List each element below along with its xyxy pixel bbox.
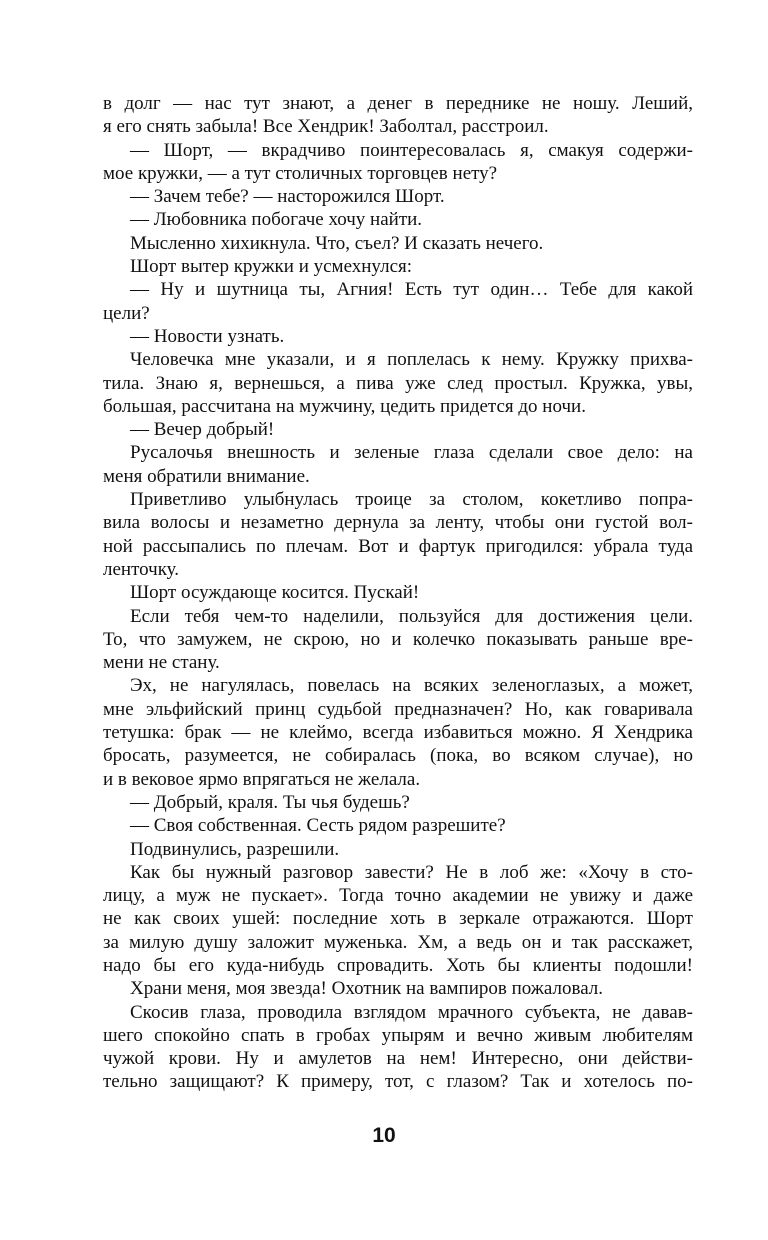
text-line: — Новости узнать. [130,325,285,347]
text-line: мени не стану. [103,652,220,674]
text-line: — Добрый, краля. Ты чья будешь? [130,791,410,813]
text-line: ленточку. [103,558,180,580]
text-line: — Своя собственная. Сесть рядом разрешите? [130,815,506,837]
text-line: чужой крови. Ну и амулетов на нем! Интересно, они действи- [103,1048,693,1070]
text-line: ной рассыпались по плечам. Вот и фартук пригодился: убрала туда [103,535,693,557]
text-line: надо бы его куда-нибудь спровадить. Хоть бы клиенты подошли! [103,954,693,976]
text-line: я его снять забыла! Все Хендрик! Заболтал, расстроил. [103,116,549,138]
text-line: Эх, не нагулялась, повелась на всяких зеленоглазых, а может, [130,675,693,697]
text-line: вила волосы и незаметно дернула за ленту, чтобы они густой вол- [103,512,693,534]
text-line: тила. Знаю я, вернешься, а пива уже след простыл. Кружка, увы, [103,372,693,394]
page-number: 10 [372,1124,396,1147]
book-page-text [103,92,693,1094]
text-line: Если тебя чем-то наделили, пользуйся для достижения цели. [130,605,693,627]
text-line: То, что замужем, не скрою, но и колечко показывать раньше вре- [103,628,693,650]
text-line: Человечка мне указали, и я поплелась к нему. Кружку прихва- [130,349,693,371]
text-line: Храни меня, моя звезда! Охотник на вампиров пожаловал. [130,978,604,1000]
text-line: Шорт осуждающе косится. Пускай! [130,582,420,604]
text-line: лицу, а муж не пускает». Тогда точно академии не увижу и даже [103,885,693,907]
text-line: — Вечер добрый! [130,419,275,441]
text-line: — Ну и шутница ты, Агния! Есть тут один… Тебе для какой [130,279,693,301]
text-line: большая, рассчитана на мужчину, цедить придется до ночи. [103,395,586,417]
text-line: бросать, разумеется, не собиралась (пока, во всяком случае), но [103,745,693,767]
text-line: цели? [103,302,150,324]
text-line: и в вековое ярмо впрягаться не желала. [103,768,421,790]
text-line: тельно защищают? К примеру, тот, с глазом? Так и хотелось по- [103,1071,693,1093]
text-line: Подвинулись, разрешили. [130,838,340,860]
text-line: — Шорт, — вкрадчиво поинтересовалась я, смакуя содержи- [130,139,693,161]
text-line: — Зачем тебе? — насторожился Шорт. [130,186,445,208]
text-line: шего спокойно спать в гробах упырям и вечно живым любителям [103,1024,693,1046]
text-line: не как своих ушей: последние хоть в зеркале отражаются. Шорт [103,908,693,930]
text-line: Скосив глаза, проводила взглядом мрачного субъекта, не давав- [130,1001,693,1023]
text-line: Мысленно хихикнула. Что, съел? И сказать нечего. [130,232,544,254]
text-line: тетушка: брак — не клеймо, всегда избавиться можно. Я Хендрика [103,722,693,744]
text-line: меня обратили внимание. [103,465,310,487]
text-line: мое кружки, — а тут столичных торговцев нету? [103,162,498,184]
text-line: мне эльфийский принц судьбой предназначен? Но, как говаривала [103,698,693,720]
text-line: в долг — нас тут знают, а денег в переднике не ношу. Леший, [103,93,693,114]
text-line: Русалочья внешность и зеленые глаза сделали свое дело: на [130,442,693,464]
text-line: Приветливо улыбнулась троице за столом, кокетливо попра- [130,489,693,511]
text-line: — Любовника побогаче хочу найти. [130,209,423,231]
text-line: Шорт вытер кружки и усмехнулся: [130,256,413,278]
text-line: за милую душу заложит муженька. Хм, а ведь он и так расскажет, [103,931,693,953]
text-line: Как бы нужный разговор завести? Не в лоб же: «Хочу в сто- [130,861,693,883]
